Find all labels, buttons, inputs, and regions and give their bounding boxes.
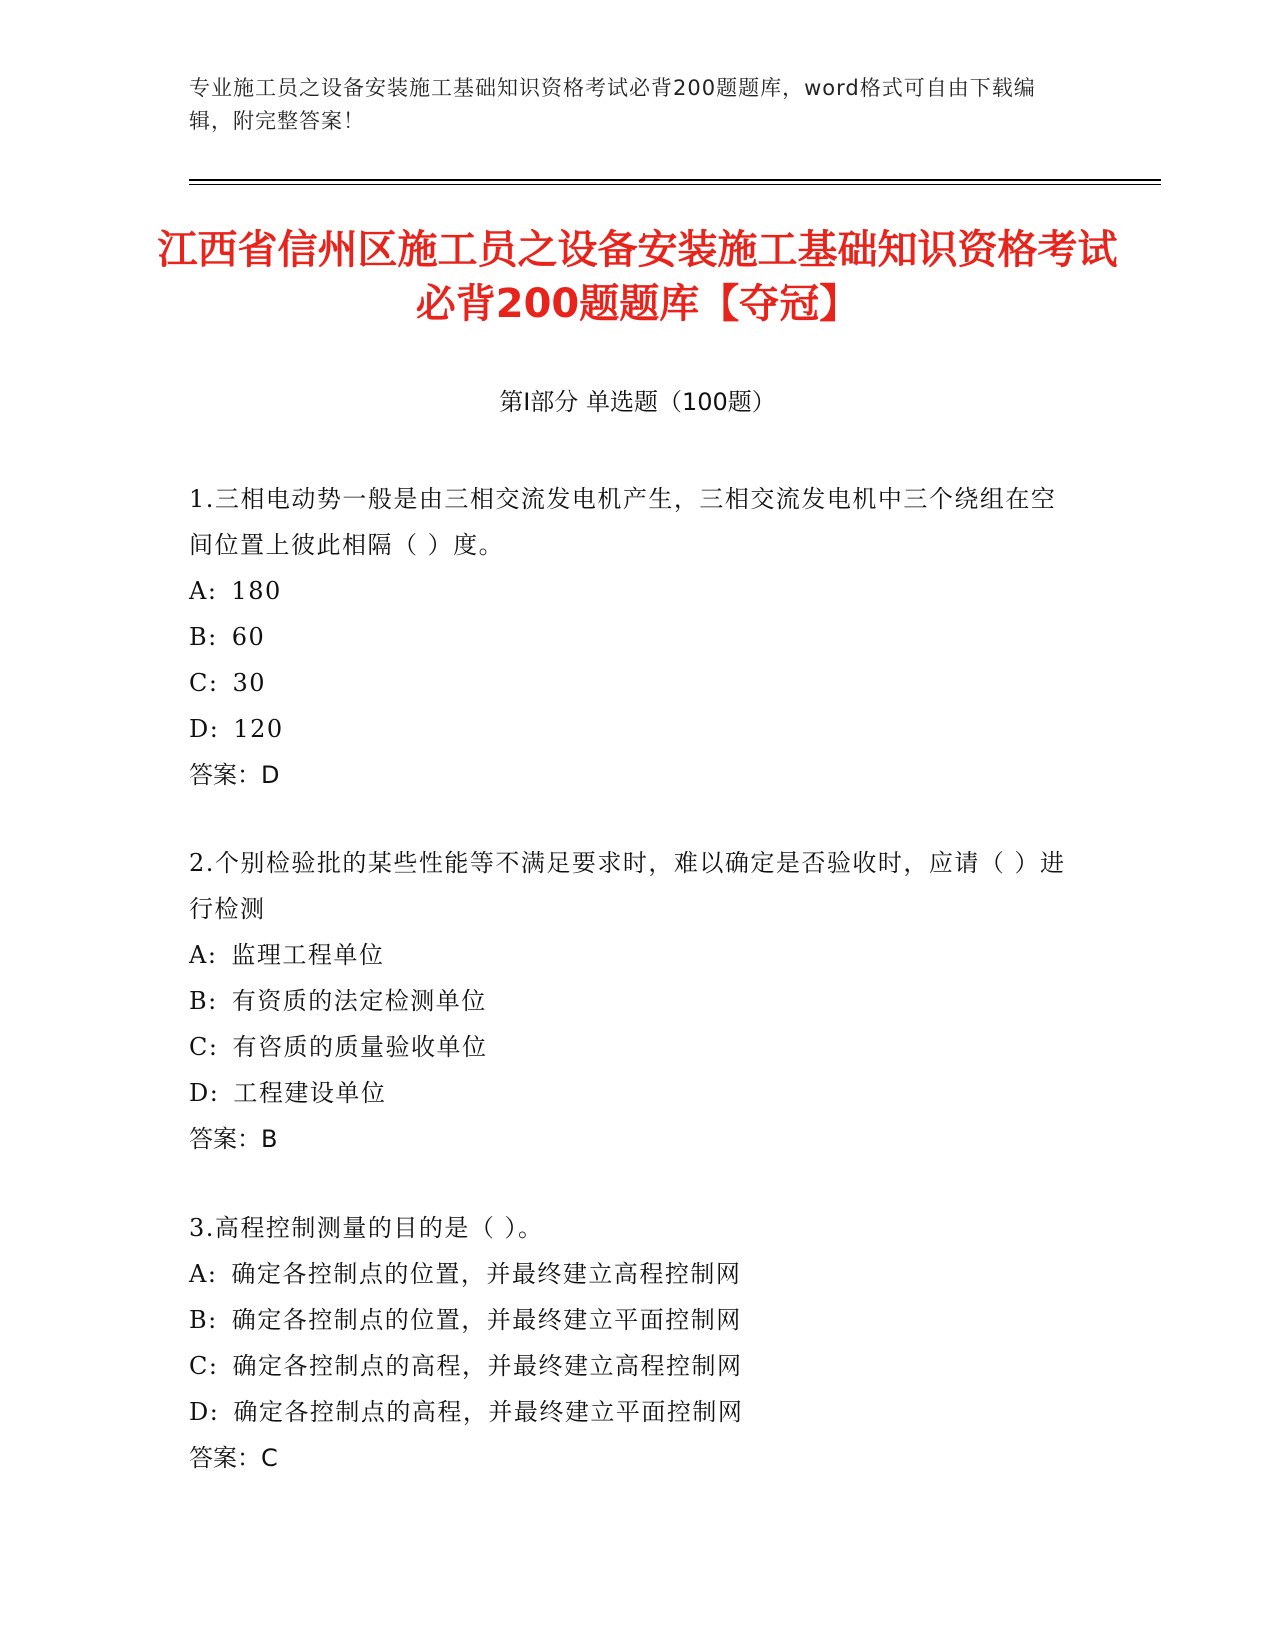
option-c	[189, 660, 1069, 706]
option-letter: D:	[189, 1398, 220, 1426]
option-text: 确定各控制点的高程，并最终建立高程控制网	[232, 1352, 743, 1380]
option-text: 确定各控制点的位置，并最终建立平面控制网	[231, 1306, 742, 1334]
question-stem: 2.个别检验批的某些性能等不满足要求时，难以确定是否验收时，应请（ ）进行检测	[189, 849, 1066, 923]
option-text: 有资质的法定检测单位	[231, 987, 487, 1015]
option-text: 180	[231, 577, 282, 605]
answer-line: 答案：C	[189, 1444, 278, 1472]
option-letter: A:	[189, 577, 218, 605]
option-letter: C:	[189, 1352, 219, 1380]
option-b	[189, 978, 1069, 1024]
header-divider-thin	[189, 184, 1161, 185]
option-text: 30	[232, 669, 266, 697]
option-text: 确定各控制点的位置，并最终建立高程控制网	[231, 1260, 742, 1288]
option-text: 监理工程单位	[231, 941, 385, 969]
option-d	[189, 1389, 1069, 1435]
option-letter: C:	[189, 1033, 219, 1061]
option-letter: A:	[189, 941, 218, 969]
document-title: 江西省信州区施工员之设备安装施工基础知识资格考试必背200题题库【夺冠】	[157, 227, 1118, 327]
option-text: 有咨质的质量验收单位	[232, 1033, 488, 1061]
option-letter: B:	[189, 1306, 218, 1334]
option-letter: A:	[189, 1260, 218, 1288]
option-d	[189, 706, 1069, 752]
option-text: 60	[231, 623, 266, 651]
header-note: 专业施工员之设备安装施工基础知识资格考试必背200题题库，word格式可自由下载编辑，附完整答案！	[189, 76, 1036, 133]
option-text: 确定各控制点的高程，并最终建立平面控制网	[233, 1398, 744, 1426]
option-letter: D:	[189, 715, 220, 743]
section-title: 第Ⅰ部分 单选题（100题）	[499, 388, 776, 416]
question-2	[189, 840, 1069, 1162]
option-b	[189, 1297, 1069, 1343]
option-letter: B:	[189, 987, 218, 1015]
question-3	[189, 1205, 1069, 1481]
option-a	[189, 932, 1069, 978]
option-letter: C:	[189, 669, 219, 697]
option-text: 120	[233, 715, 284, 743]
option-a	[189, 1251, 1069, 1297]
answer-line: 答案：D	[189, 761, 280, 789]
option-a	[189, 568, 1069, 614]
option-letter: D:	[189, 1079, 220, 1107]
question-stem: 3.高程控制测量的目的是（ ）。	[189, 1214, 544, 1242]
question-1	[189, 476, 1069, 798]
option-text: 工程建设单位	[233, 1079, 387, 1107]
option-c	[189, 1024, 1069, 1070]
answer-line: 答案：B	[189, 1125, 278, 1153]
header-divider-thick	[189, 179, 1161, 181]
option-b	[189, 614, 1069, 660]
option-letter: B:	[189, 623, 218, 651]
option-c	[189, 1343, 1069, 1389]
option-d	[189, 1070, 1069, 1116]
question-stem: 1.三相电动势一般是由三相交流发电机产生，三相交流发电机中三个绕组在空间位置上彼此相隔（ ）度。	[189, 485, 1057, 559]
